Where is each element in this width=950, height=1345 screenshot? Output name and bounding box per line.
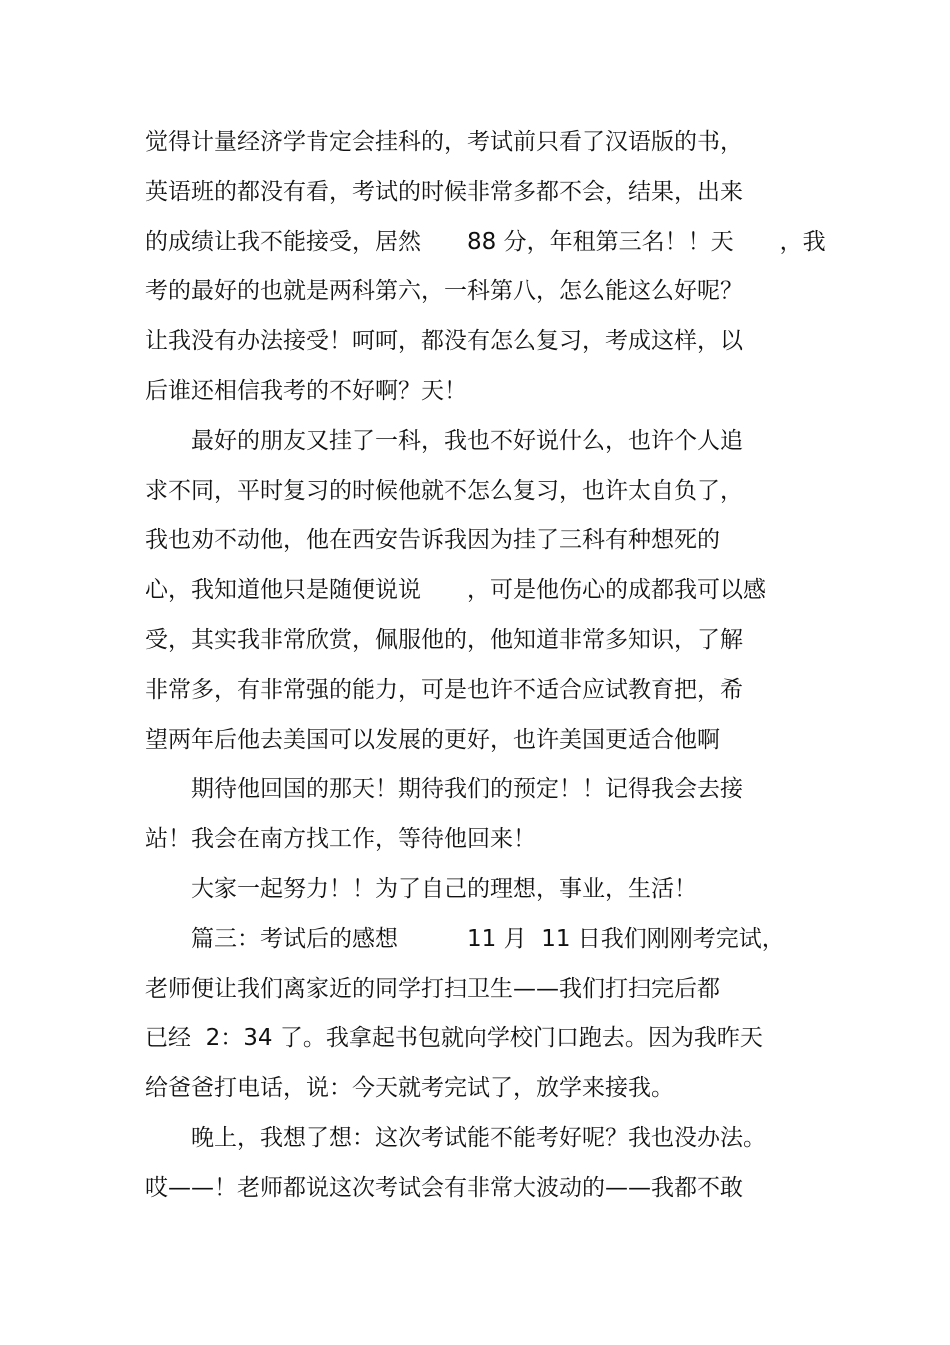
text-line-3: 的成绩让我不能接受，居然 88 分，年租第三名！！天 ，我 <box>145 229 826 255</box>
text-line-6: 后谁还相信我考的不好啊？天！ <box>145 378 467 404</box>
text-line-18: 老师便让我们离家近的同学打扫卫生——我们打扫完后都 <box>145 976 720 1002</box>
text-line-13: 望两年后他去美国可以发展的更好，也许美国更适合他啊 <box>145 727 720 753</box>
text-line-4: 考的最好的也就是两科第六，一科第八，怎么能这么好呢？ <box>145 278 743 304</box>
text-line-14: 期待他回国的那天！期待我们的预定！！记得我会去接 <box>145 776 743 802</box>
text-line-16: 大家一起努力！！为了自己的理想，事业，生活！ <box>145 876 697 902</box>
text-line-10: 心，我知道他只是随便说说 ，可是他伤心的成都我可以感 <box>145 577 766 603</box>
text-line-2: 英语班的都没有看，考试的时候非常多都不会，结果，出来 <box>145 179 743 205</box>
text-line-22: 哎——！老师都说这次考试会有非常大波动的——我都不敢 <box>145 1175 743 1201</box>
text-line-21: 晚上，我想了想：这次考试能不能考好呢？我也没办法。 <box>145 1125 766 1151</box>
text-line-17: 篇三：考试后的感想 11 月 11 日我们刚刚考完试， <box>145 926 785 952</box>
text-line-7: 最好的朋友又挂了一科，我也不好说什么，也许个人追 <box>145 428 743 454</box>
text-line-11: 受，其实我非常欣赏，佩服他的，他知道非常多知识，了解 <box>145 627 743 653</box>
text-line-8: 求不同，平时复习的时候他就不怎么复习，也许太自负了， <box>145 478 743 504</box>
text-line-1: 觉得计量经济学肯定会挂科的，考试前只看了汉语版的书， <box>145 129 743 155</box>
text-line-20: 给爸爸打电话，说：今天就考完试了，放学来接我。 <box>145 1075 674 1101</box>
text-line-12: 非常多，有非常强的能力，可是也许不适合应试教育把，希 <box>145 677 743 703</box>
text-line-19: 已经 2：34 了。我拿起书包就向学校门口跑去。因为我昨天 <box>145 1025 763 1051</box>
text-line-5: 让我没有办法接受！呵呵，都没有怎么复习，考成这样，以 <box>145 328 743 354</box>
text-line-9: 我也劝不动他，他在西安告诉我因为挂了三科有种想死的 <box>145 527 720 553</box>
text-line-15: 站！我会在南方找工作，等待他回来！ <box>145 826 536 852</box>
